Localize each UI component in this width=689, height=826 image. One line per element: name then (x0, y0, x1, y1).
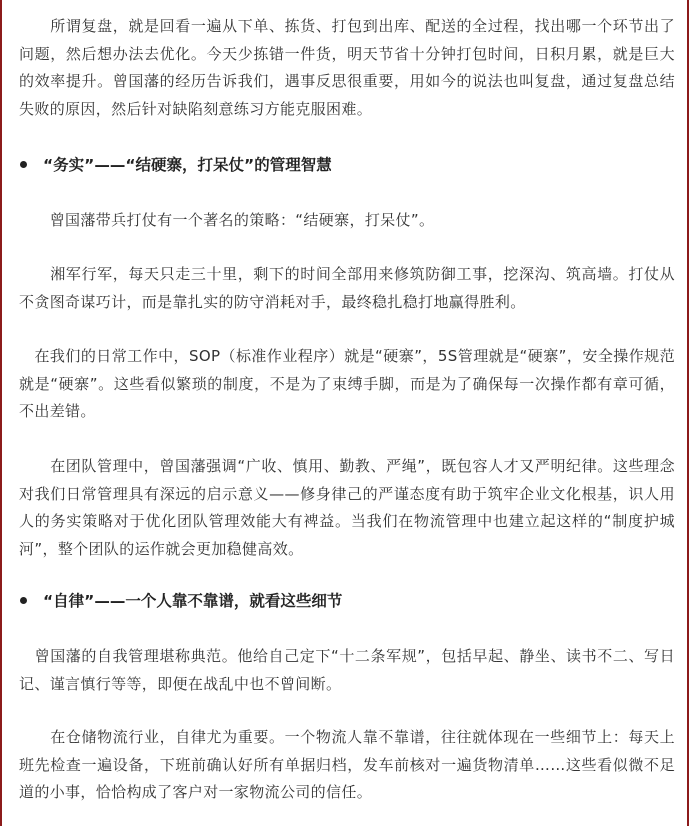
paragraph-review: 所谓复盘，就是回看一遍从下单、拣货、打包到出库、配送的全过程，找出哪一个环节出了问题，然后想办法去优化。今天少拣错一件货，明天节省十分钟打包时间，日积月累，就是巨大的效率提升。曾国藩的经历告诉我们，遇事反思很重要，用如今的说法也叫复盘，通过复盘总结失败的原因，然后针对缺陷刻意练习方能克服困难。 (19, 17, 675, 118)
paragraph-team-management: 在团队管理中，曾国藩强调“广收、慎用、勤教、严绳”，既包容人才又严明纪律。这些理念对我们日常管理具有深远的启示意义——修身律己的严谨态度有助于筑牢企业文化根基，识人用人的务实策略对于优化团队管理效能大有裨益。当我们在物流管理中也建立起这样的“制度护城河”，整个团队的运作就会更加稳健高效。 (19, 457, 675, 558)
paragraph-xiang-army: 湘军行军，每天只走三十里，剩下的时间全部用来修筑防御工事，挖深沟、筑高墙。打仗从不贪图奇谋巧计，而是靠扎实的防守消耗对手，最终稳扎稳打地赢得胜利。 (19, 265, 675, 311)
section-heading-text: “自律”——一个人靠不靠谱，就看这些细节 (43, 592, 343, 610)
bullet-icon (20, 161, 27, 168)
section-heading-text: “务实”——“结硬寨，打呆仗”的管理智慧 (43, 156, 332, 174)
paragraph-strategy: 曾国藩带兵打仗有一个著名的策略：“结硬寨，打呆仗”。 (19, 211, 435, 229)
section-heading-self-discipline (19, 588, 675, 614)
paragraph-sop: 在我们的日常工作中，SOP（标准作业程序）就是“硬寨”，5S管理就是“硬寨”，安全操作规范就是“硬寨”。这些看似繁琐的制度，不是为了束缚手脚，而是为了确保每一次操作都有章可循，不出差错。 (19, 347, 675, 420)
bullet-icon (20, 597, 27, 604)
paragraph-self-management: 曾国藩的自我管理堪称典范。他给自己定下“十二条军规”，包括早起、静坐、读书不二、写日记、谨言慎行等等，即便在战乱中也不曾间断。 (19, 647, 675, 693)
paragraph-logistics-discipline: 在仓储物流行业，自律尤为重要。一个物流人靠不靠谱，往往就体现在一些细节上：每天上班先检查一遍设备，下班前确认好所有单据归档，发车前核对一遍货物清单……这些看似微不足道的小事，恰恰构成了客户对一家物流公司的信任。 (19, 728, 675, 801)
section-heading-pragmatism (19, 152, 675, 178)
